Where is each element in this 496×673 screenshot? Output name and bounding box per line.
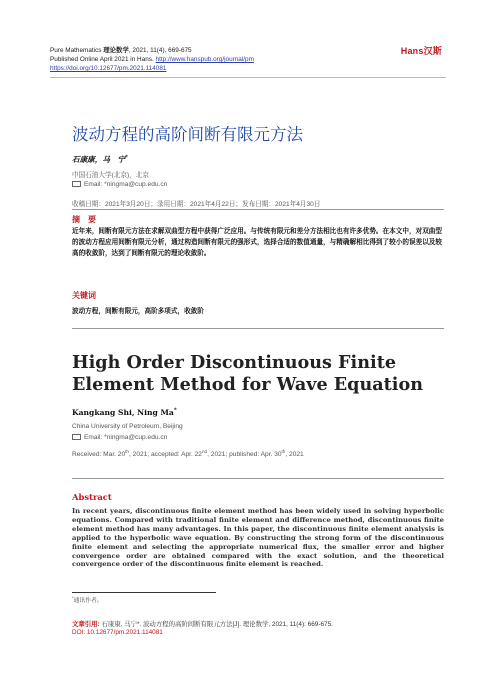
section-divider-2 — [72, 328, 444, 329]
accepted-sup: nd — [201, 448, 208, 454]
english-email-line — [72, 434, 167, 441]
email-label-en: Email: — [84, 434, 103, 441]
footnote — [72, 595, 103, 604]
email-icon-en — [72, 434, 81, 440]
chinese-email[interactable]: *ningma@cup.edu.cn — [104, 181, 168, 188]
english-email[interactable]: *ningma@cup.edu.cn — [104, 434, 168, 441]
email-icon — [72, 181, 81, 187]
footnote-text: 通讯作者。 — [73, 598, 103, 604]
citation-doi[interactable]: DOI: 10.12677/pm.2021.114081 — [72, 629, 163, 636]
journal-url-link[interactable]: http://www.hanspub.org/journal/pm — [155, 56, 254, 63]
citation-label: 文章引用: — [72, 621, 100, 628]
english-abstract: In recent years, discontinuous finite element method has been widely used in solving hyperbolic equations. Compared with traditional finite element and difference method, discontinuous finite element method has many advantages. In this paper, the discontinuous finite element analysis is applied to the hyperbolic wave equation. By constructing the strong form of the discontinuous finite element and selecting the appropriate numerical flux, the smaller error and higher convergence order are obtained compared with the exact solution, and the theoretical convergence order of the discontinuous finite element is reached. — [72, 507, 444, 569]
journal-name-en: Pure Mathematics — [50, 47, 102, 54]
email-label: Email: — [84, 181, 103, 188]
corresponding-mark: * — [125, 154, 128, 161]
journal-citation: , 2021, 11(4), 669-675 — [128, 47, 192, 54]
hans-logo: Hans汉斯 — [400, 46, 442, 56]
chinese-author-names: 石康康，马 宁 — [72, 155, 126, 164]
citation-line — [72, 619, 333, 628]
chinese-keywords: 波动方程，间断有限元，高阶多项式，收敛阶 — [72, 308, 204, 315]
english-corresponding-mark: * — [173, 407, 177, 414]
english-abstract-heading: Abstract — [72, 492, 112, 502]
section-divider-3 — [72, 478, 444, 479]
section-divider-1 — [72, 209, 444, 210]
english-affiliation: China University of Petroleum, Beijing — [72, 423, 183, 430]
english-title: High Order Discontinuous Finite Element Method for Wave Equation — [72, 352, 423, 395]
citation-text: 石康康, 马宁*. 波动方程的高阶间断有限元方法[J]. 理论数学, 2021, 11(4): 669-675. — [101, 621, 333, 628]
journal-header-line — [50, 47, 192, 55]
chinese-title: 波动方程的高阶间断有限元方法 — [72, 125, 303, 144]
published-sup: th — [281, 448, 286, 454]
chinese-abstract-heading: 摘 要 — [72, 215, 96, 224]
accepted-date: , 2021; accepted: Apr. 22 — [129, 451, 202, 458]
english-author-names: Kangkang Shi, Ning Ma — [72, 408, 174, 417]
doi-line — [50, 65, 166, 73]
english-dates — [72, 448, 304, 458]
chinese-affiliation: 中国石油大学(北京)，北京 — [72, 172, 149, 179]
footnote-rule — [72, 592, 216, 593]
published-date: , 2021; published: Apr. 30 — [207, 451, 282, 458]
footnote-mark: * — [72, 595, 74, 601]
chinese-abstract: 近年来，间断有限元方法在求解双曲型方程中获得广泛应用。与传统有限元和差分方法相比也有许多优势。在本文中，对双曲型的波动方程应用间断有限元分析，通过构造间断有限元的强形式，选择合适的数值通量，与精确解相比得到了较小的误差以及较高的收敛阶，达到了间断有限元的理论收敛阶。 — [72, 228, 442, 258]
published-prefix: Published Online April 2021 in Hans. — [50, 56, 154, 63]
received-sup: th — [125, 448, 130, 454]
received-date: Received: Mar. 20 — [72, 451, 126, 458]
year-tail: , 2021 — [285, 451, 304, 458]
chinese-authors — [72, 154, 128, 165]
keywords-heading: 关键词 — [72, 291, 96, 300]
english-authors — [72, 408, 177, 417]
doi-link[interactable]: https://doi.org/10.12677/pm.2021.114081 — [50, 65, 167, 72]
published-line — [50, 56, 254, 64]
journal-name-cn: 理论数学 — [103, 47, 129, 54]
chinese-email-line — [72, 181, 167, 188]
chinese-dates: 收稿日期：2021年3月20日；录用日期：2021年4月22日；发布日期：2021年4月30日 — [72, 201, 321, 208]
header-rule — [50, 77, 446, 78]
